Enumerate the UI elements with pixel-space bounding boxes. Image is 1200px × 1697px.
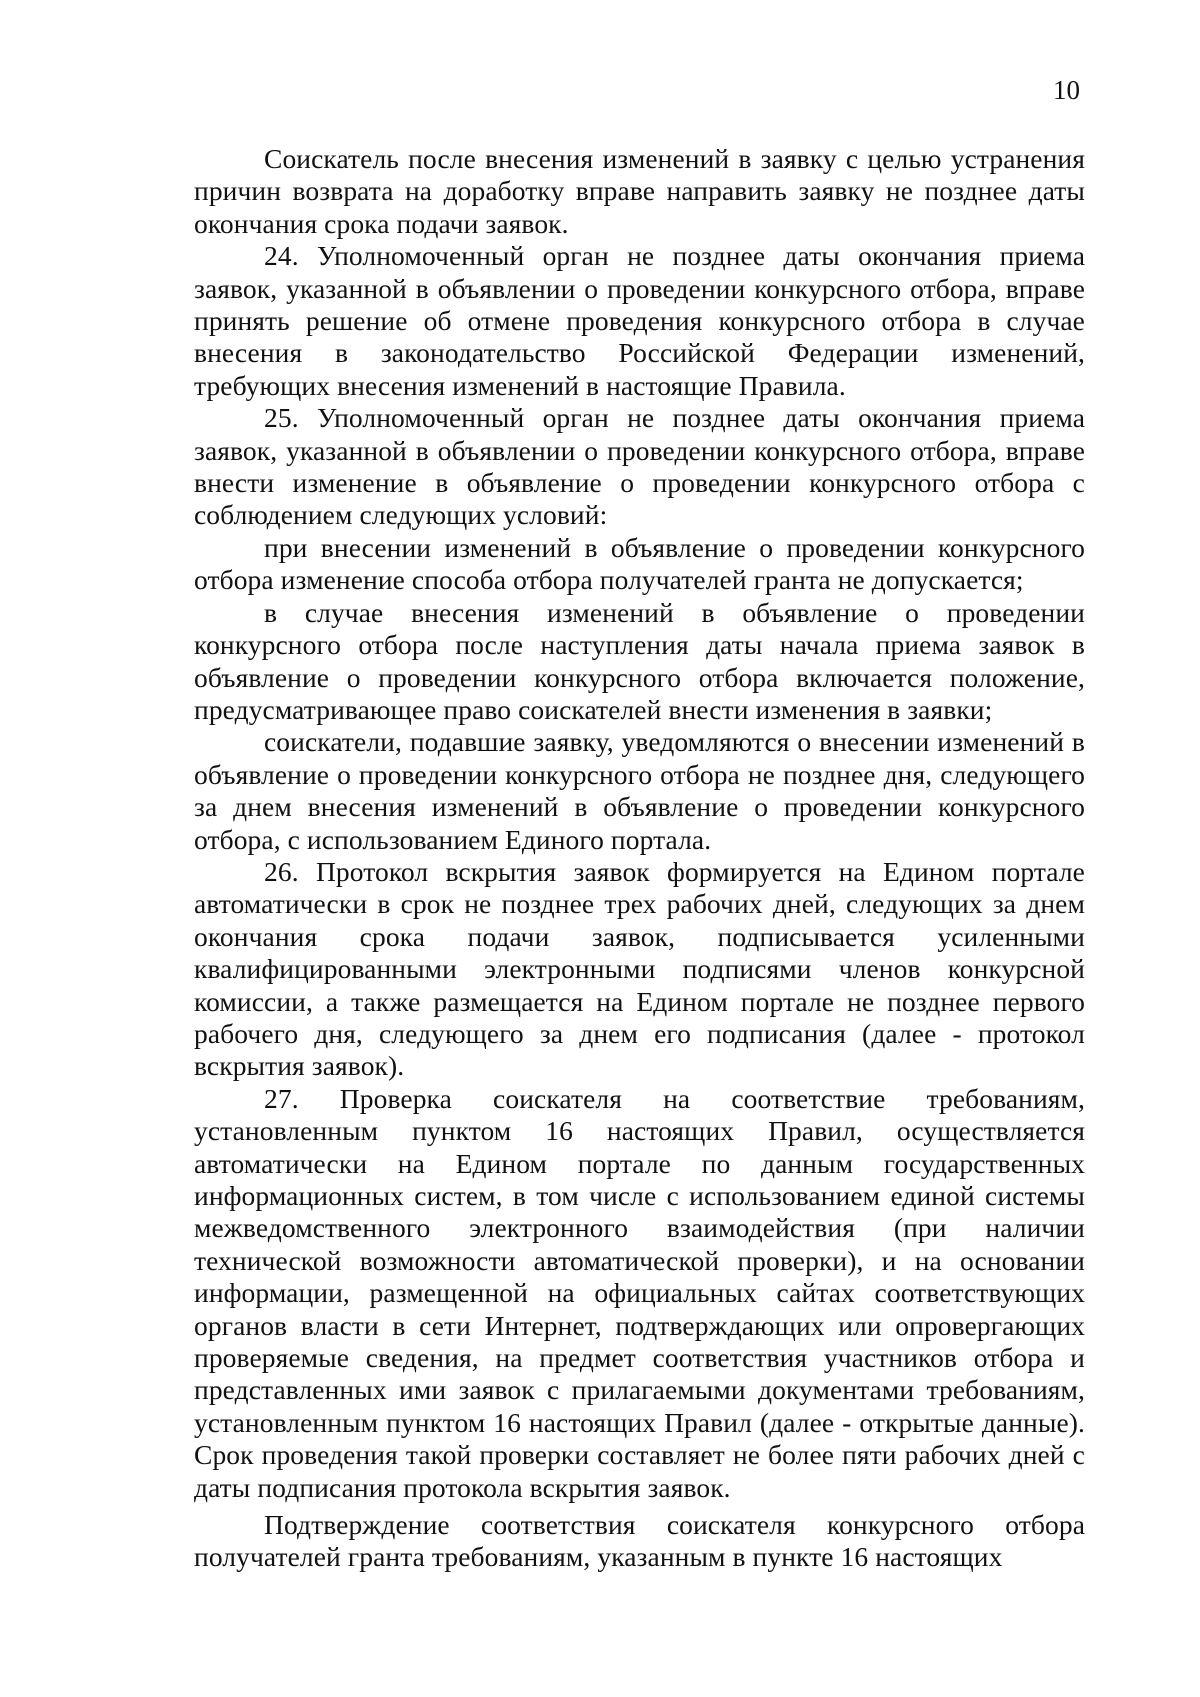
paragraph-27: 27. Проверка соискателя на соответствие требованиям, установленным пунктом 16 настоящих Правил, осуществляется автоматически на Едином портале по данным государственных информационных систем, в том числе с использованием единой системы межведомственного электронного взаимодействия (при наличии технической возможности автоматической проверки), и на основании информации, размещенной на официальных сайтах соответствующих органов власти в сети Интернет, подтверждающих или опровергающих проверяемые сведения, на предмет соответствия участников отбора и представленных ими заявок с прилагаемыми документами требованиям, установленным пунктом 16 настоящих Правил (далее - открытые данные). Срок проведения такой проверки составляет не более пяти рабочих дней с даты подписания протокола вскрытия заявок. bbox=[194, 1082, 1085, 1503]
paragraph-25-condition-1: при внесении изменений в объявление о проведении конкурсного отбора изменение способа отбора получателей гранта не допускается; bbox=[194, 531, 1085, 596]
paragraph-25: 25. Уполномоченный орган не позднее даты окончания приема заявок, указанной в объявлении о проведении конкурсного отбора, вправе внести изменение в объявление о проведении конкурсного отбора с соблюдением следующих условий: bbox=[194, 402, 1085, 531]
document-body bbox=[194, 143, 1085, 1574]
paragraph-24: 24. Уполномоченный орган не позднее даты окончания приема заявок, указанной в объявлении о проведении конкурсного отбора, вправе принять решение об отмене проведения конкурсного отбора в случае внесения в законодательство Российской Федерации изменений, требующих внесения изменений в настоящие Правила. bbox=[194, 240, 1085, 401]
paragraph-25-condition-2: в случае внесения изменений в объявление о проведении конкурсного отбора после наступления даты начала приема заявок в объявление о проведении конкурсного отбора включается положение, предусматривающее право соискателей внести изменения в заявки; bbox=[194, 596, 1085, 725]
paragraph-applicant-resubmission: Соискатель после внесения изменений в заявку с целью устранения причин возврата на доработку вправе направить заявку не позднее даты окончания срока подачи заявок. bbox=[194, 143, 1085, 239]
paragraph-25-condition-3: соискатели, подавшие заявку, уведомляются о внесении изменений в объявление о проведении конкурсного отбора не позднее дня, следующего за днем внесения изменений в объявление о проведении конкурсного отбора, с использованием Единого портала. bbox=[194, 726, 1085, 855]
paragraph-26: 26. Протокол вскрытия заявок формируется на Едином портале автоматически в срок не позднее трех рабочих дней, следующих за днем окончания срока подачи заявок, подписывается усиленными квалифицированными электронными подписями членов конкурсной комиссии, а также размещается на Едином портале не позднее первого рабочего дня, следующего за днем его подписания (далее - протокол вскрытия заявок). bbox=[194, 855, 1085, 1082]
paragraph-confirmation: Подтверждение соответствия соискателя конкурсного отбора получателей гранта требованиям, указанным в пункте 16 настоящих bbox=[194, 1509, 1085, 1573]
page-number: 10 bbox=[1053, 75, 1080, 105]
